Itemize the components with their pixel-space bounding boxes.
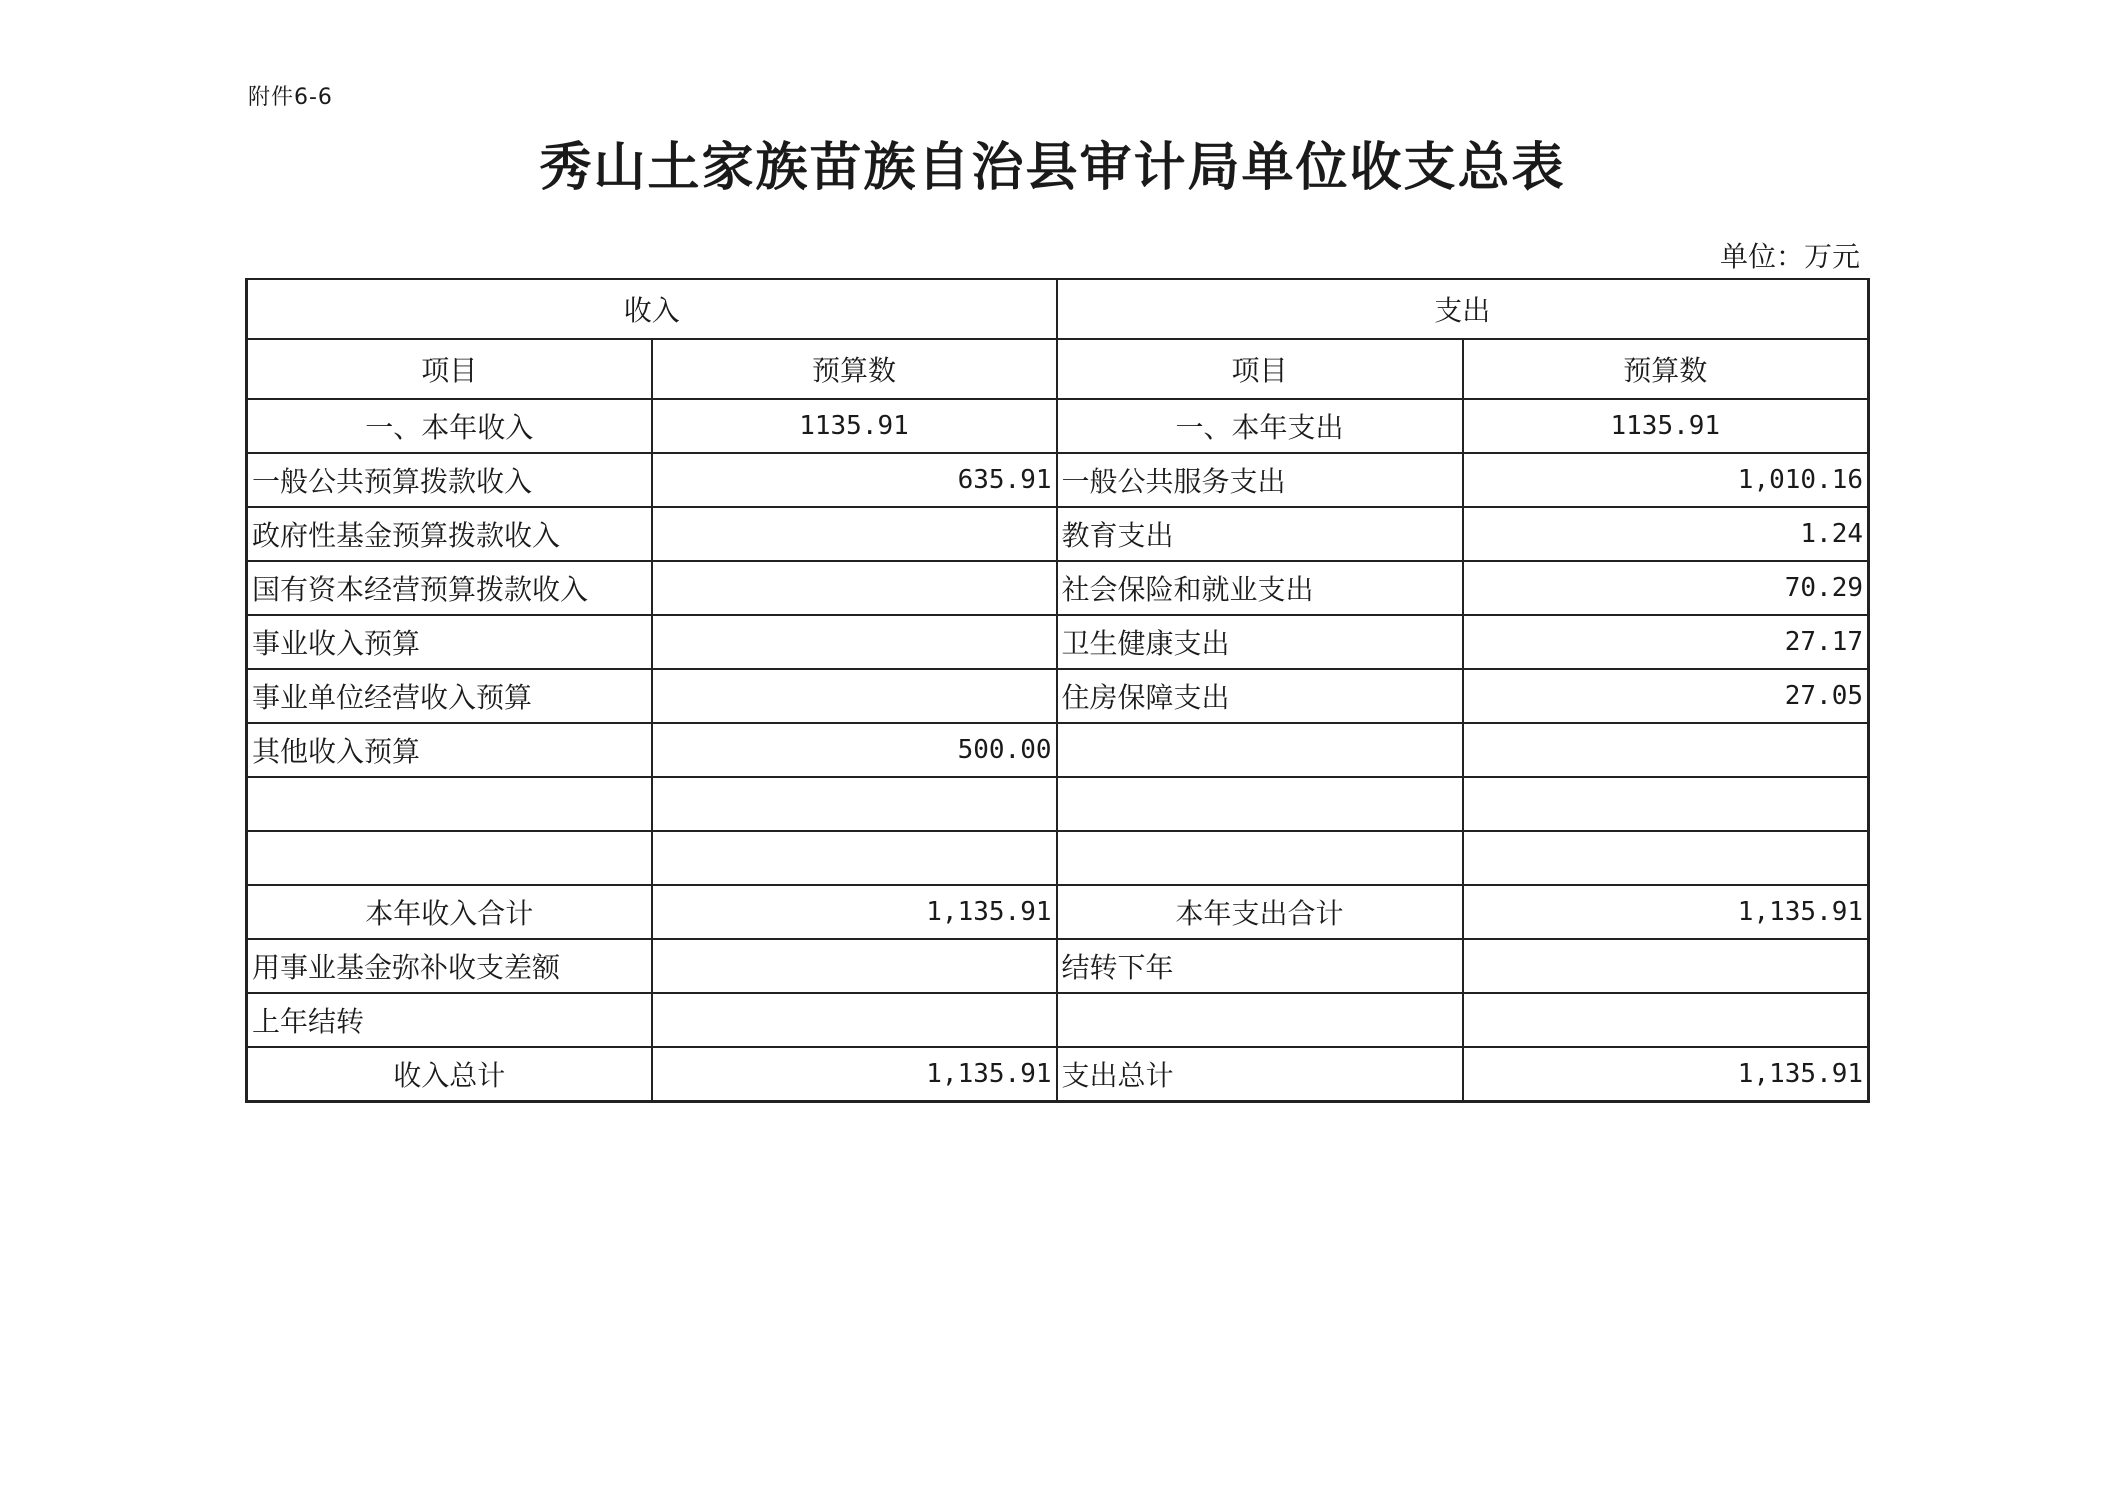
income-value-cell [652, 831, 1057, 885]
expense-item-cell: 卫生健康支出 [1057, 615, 1463, 669]
expense-budget-column-header: 预算数 [1463, 339, 1869, 399]
expense-value-cell: 1,010.16 [1463, 453, 1869, 507]
expense-value-cell: 1,135.91 [1463, 885, 1869, 939]
income-item-cell: 一、本年收入 [247, 399, 652, 453]
table-row [247, 399, 1869, 453]
income-item-cell: 上年结转 [247, 993, 652, 1047]
expense-header: 支出 [1057, 279, 1869, 339]
expense-value-cell [1463, 831, 1869, 885]
expense-item-cell [1057, 723, 1463, 777]
expense-value-cell: 27.17 [1463, 615, 1869, 669]
income-item-cell: 事业收入预算 [247, 615, 652, 669]
income-value-cell [652, 777, 1057, 831]
page-title: 秀山土家族苗族自治县审计局单位收支总表 [539, 138, 1566, 198]
expense-value-cell [1463, 939, 1869, 993]
expense-item-cell [1057, 831, 1463, 885]
column-header-row [247, 339, 1869, 399]
income-value-cell: 1135.91 [652, 399, 1057, 453]
income-value-cell [652, 993, 1057, 1047]
income-item-cell: 一般公共预算拨款收入 [247, 453, 652, 507]
income-item-column-header: 项目 [247, 339, 652, 399]
expense-value-cell [1463, 777, 1869, 831]
expense-item-column-header: 项目 [1057, 339, 1463, 399]
expense-value-cell [1463, 993, 1869, 1047]
table-row [247, 831, 1869, 885]
attachment-label: 附件6-6 [248, 85, 333, 110]
income-value-cell [652, 615, 1057, 669]
income-value-cell [652, 507, 1057, 561]
section-header-row [247, 279, 1869, 339]
expense-value-cell [1463, 723, 1869, 777]
income-item-cell: 用事业基金弥补收支差额 [247, 939, 652, 993]
income-item-cell: 本年收入合计 [247, 885, 652, 939]
expense-item-cell: 社会保险和就业支出 [1057, 561, 1463, 615]
table-row [247, 939, 1869, 993]
table-row [247, 993, 1869, 1047]
income-item-cell [247, 777, 652, 831]
expense-value-cell: 27.05 [1463, 669, 1869, 723]
table-row [247, 453, 1869, 507]
income-value-cell: 500.00 [652, 723, 1057, 777]
unit-label: 单位：万元 [1719, 240, 1860, 273]
income-item-cell: 国有资本经营预算拨款收入 [247, 561, 652, 615]
expense-item-cell: 一般公共服务支出 [1057, 453, 1463, 507]
income-value-cell [652, 939, 1057, 993]
income-value-cell: 635.91 [652, 453, 1057, 507]
expense-value-cell: 1135.91 [1463, 399, 1869, 453]
income-item-cell: 收入总计 [247, 1047, 652, 1102]
income-budget-column-header: 预算数 [652, 339, 1057, 399]
table-row [247, 885, 1869, 939]
expense-item-cell: 本年支出合计 [1057, 885, 1463, 939]
expense-item-cell [1057, 993, 1463, 1047]
income-item-cell: 事业单位经营收入预算 [247, 669, 652, 723]
expense-value-cell: 1,135.91 [1463, 1047, 1869, 1102]
expense-item-cell: 教育支出 [1057, 507, 1463, 561]
expense-value-cell: 1.24 [1463, 507, 1869, 561]
income-value-cell [652, 669, 1057, 723]
expense-item-cell: 一、本年支出 [1057, 399, 1463, 453]
expense-item-cell: 住房保障支出 [1057, 669, 1463, 723]
expense-item-cell: 结转下年 [1057, 939, 1463, 993]
income-item-cell: 政府性基金预算拨款收入 [247, 507, 652, 561]
table-row [247, 561, 1869, 615]
income-value-cell [652, 561, 1057, 615]
income-value-cell: 1,135.91 [652, 1047, 1057, 1102]
income-item-cell: 其他收入预算 [247, 723, 652, 777]
table-row [247, 1047, 1869, 1102]
table-row [247, 777, 1869, 831]
expense-item-cell [1057, 777, 1463, 831]
expense-value-cell: 70.29 [1463, 561, 1869, 615]
income-item-cell [247, 831, 652, 885]
table-row [247, 615, 1869, 669]
table-row [247, 723, 1869, 777]
expense-item-cell: 支出总计 [1057, 1047, 1463, 1102]
table-row [247, 507, 1869, 561]
table-row [247, 669, 1869, 723]
income-header: 收入 [247, 279, 1057, 339]
income-value-cell: 1,135.91 [652, 885, 1057, 939]
budget-summary-table [245, 278, 1870, 1103]
